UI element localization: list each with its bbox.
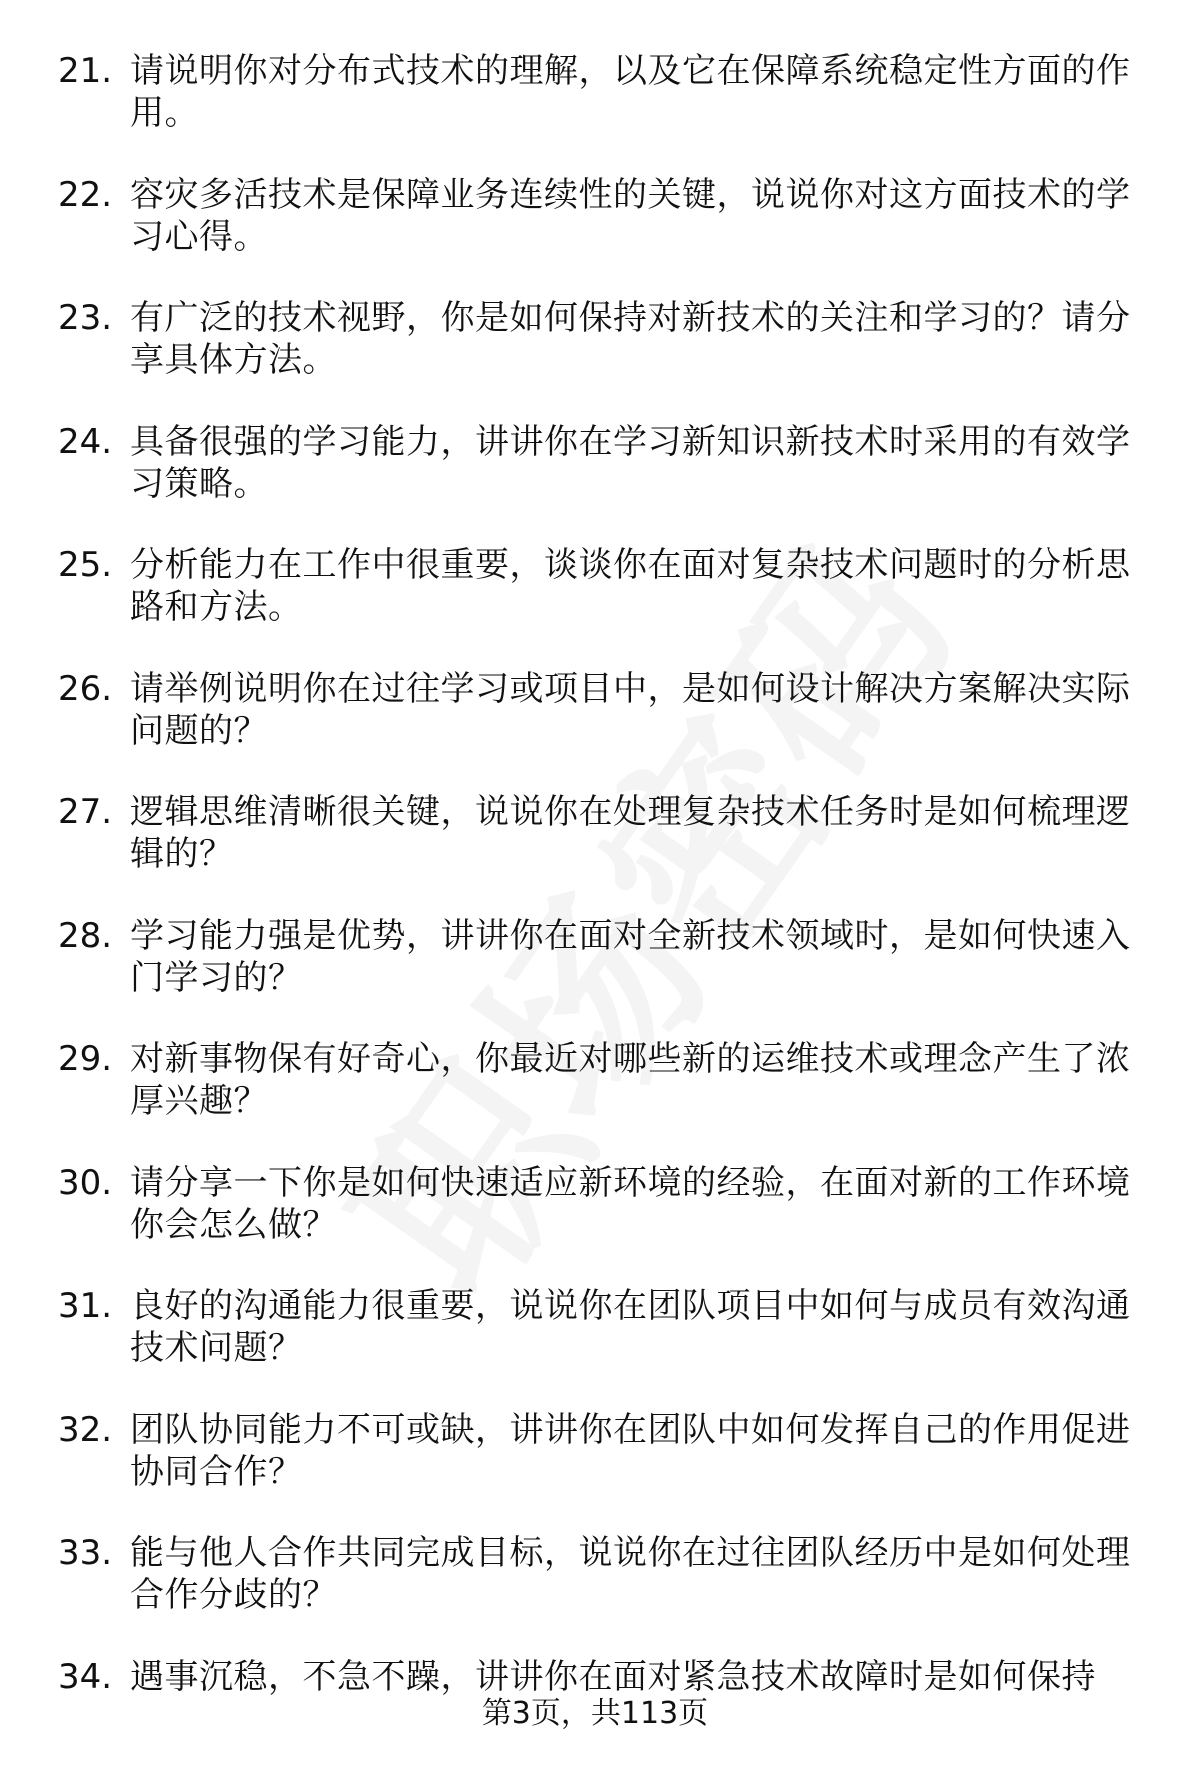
question-number: 27. bbox=[58, 791, 130, 833]
list-item bbox=[58, 791, 1148, 915]
list-item bbox=[58, 1162, 1148, 1286]
question-number: 34. bbox=[58, 1656, 130, 1698]
list-item bbox=[58, 50, 1148, 174]
question-number: 22. bbox=[58, 174, 130, 216]
list-item bbox=[58, 421, 1148, 545]
list-item bbox=[58, 297, 1148, 421]
question-number: 21. bbox=[58, 50, 130, 92]
list-item bbox=[58, 174, 1148, 298]
question-text: 分析能力在工作中很重要，谈谈你在面对复杂技术问题时的分析思路和方法。 bbox=[130, 544, 1138, 628]
question-number: 29. bbox=[58, 1038, 130, 1080]
question-text: 容灾多活技术是保障业务连续性的关键，说说你对这方面技术的学习心得。 bbox=[130, 174, 1138, 258]
question-number: 31. bbox=[58, 1285, 130, 1327]
question-text: 良好的沟通能力很重要，说说你在团队项目中如何与成员有效沟通技术问题？ bbox=[130, 1285, 1138, 1369]
question-number: 25. bbox=[58, 544, 130, 586]
question-text: 请说明你对分布式技术的理解，以及它在保障系统稳定性方面的作用。 bbox=[130, 50, 1138, 134]
list-item bbox=[58, 1038, 1148, 1162]
question-number: 23. bbox=[58, 297, 130, 339]
question-number: 26. bbox=[58, 668, 130, 710]
question-number: 32. bbox=[58, 1409, 130, 1451]
page-footer: 第3页，共113页 bbox=[0, 1694, 1190, 1734]
question-text: 团队协同能力不可或缺，讲讲你在团队中如何发挥自己的作用促进协同合作？ bbox=[130, 1409, 1138, 1493]
question-number: 30. bbox=[58, 1162, 130, 1204]
question-text: 学习能力强是优势，讲讲你在面对全新技术领域时，是如何快速入门学习的？ bbox=[130, 915, 1138, 999]
list-item bbox=[58, 544, 1148, 668]
list-item bbox=[58, 1532, 1148, 1656]
question-text: 请举例说明你在过往学习或项目中，是如何设计解决方案解决实际问题的？ bbox=[130, 668, 1138, 752]
question-list bbox=[58, 50, 1148, 1779]
question-text: 遇事沉稳，不急不躁，讲讲你在面对紧急技术故障时是如何保持 bbox=[130, 1656, 1138, 1698]
question-text: 有广泛的技术视野，你是如何保持对新技术的关注和学习的？请分享具体方法。 bbox=[130, 297, 1138, 381]
list-item bbox=[58, 668, 1148, 792]
list-item bbox=[58, 1285, 1148, 1409]
question-number: 33. bbox=[58, 1532, 130, 1574]
question-text: 逻辑思维清晰很关键，说说你在处理复杂技术任务时是如何梳理逻辑的？ bbox=[130, 791, 1138, 875]
question-text: 能与他人合作共同完成目标，说说你在过往团队经历中是如何处理合作分歧的？ bbox=[130, 1532, 1138, 1616]
question-text: 对新事物保有好奇心，你最近对哪些新的运维技术或理念产生了浓厚兴趣？ bbox=[130, 1038, 1138, 1122]
question-number: 28. bbox=[58, 915, 130, 957]
list-item bbox=[58, 915, 1148, 1039]
question-text: 请分享一下你是如何快速适应新环境的经验，在面对新的工作环境你会怎么做？ bbox=[130, 1162, 1138, 1246]
question-text: 具备很强的学习能力，讲讲你在学习新知识新技术时采用的有效学习策略。 bbox=[130, 421, 1138, 505]
list-item bbox=[58, 1409, 1148, 1533]
question-number: 24. bbox=[58, 421, 130, 463]
